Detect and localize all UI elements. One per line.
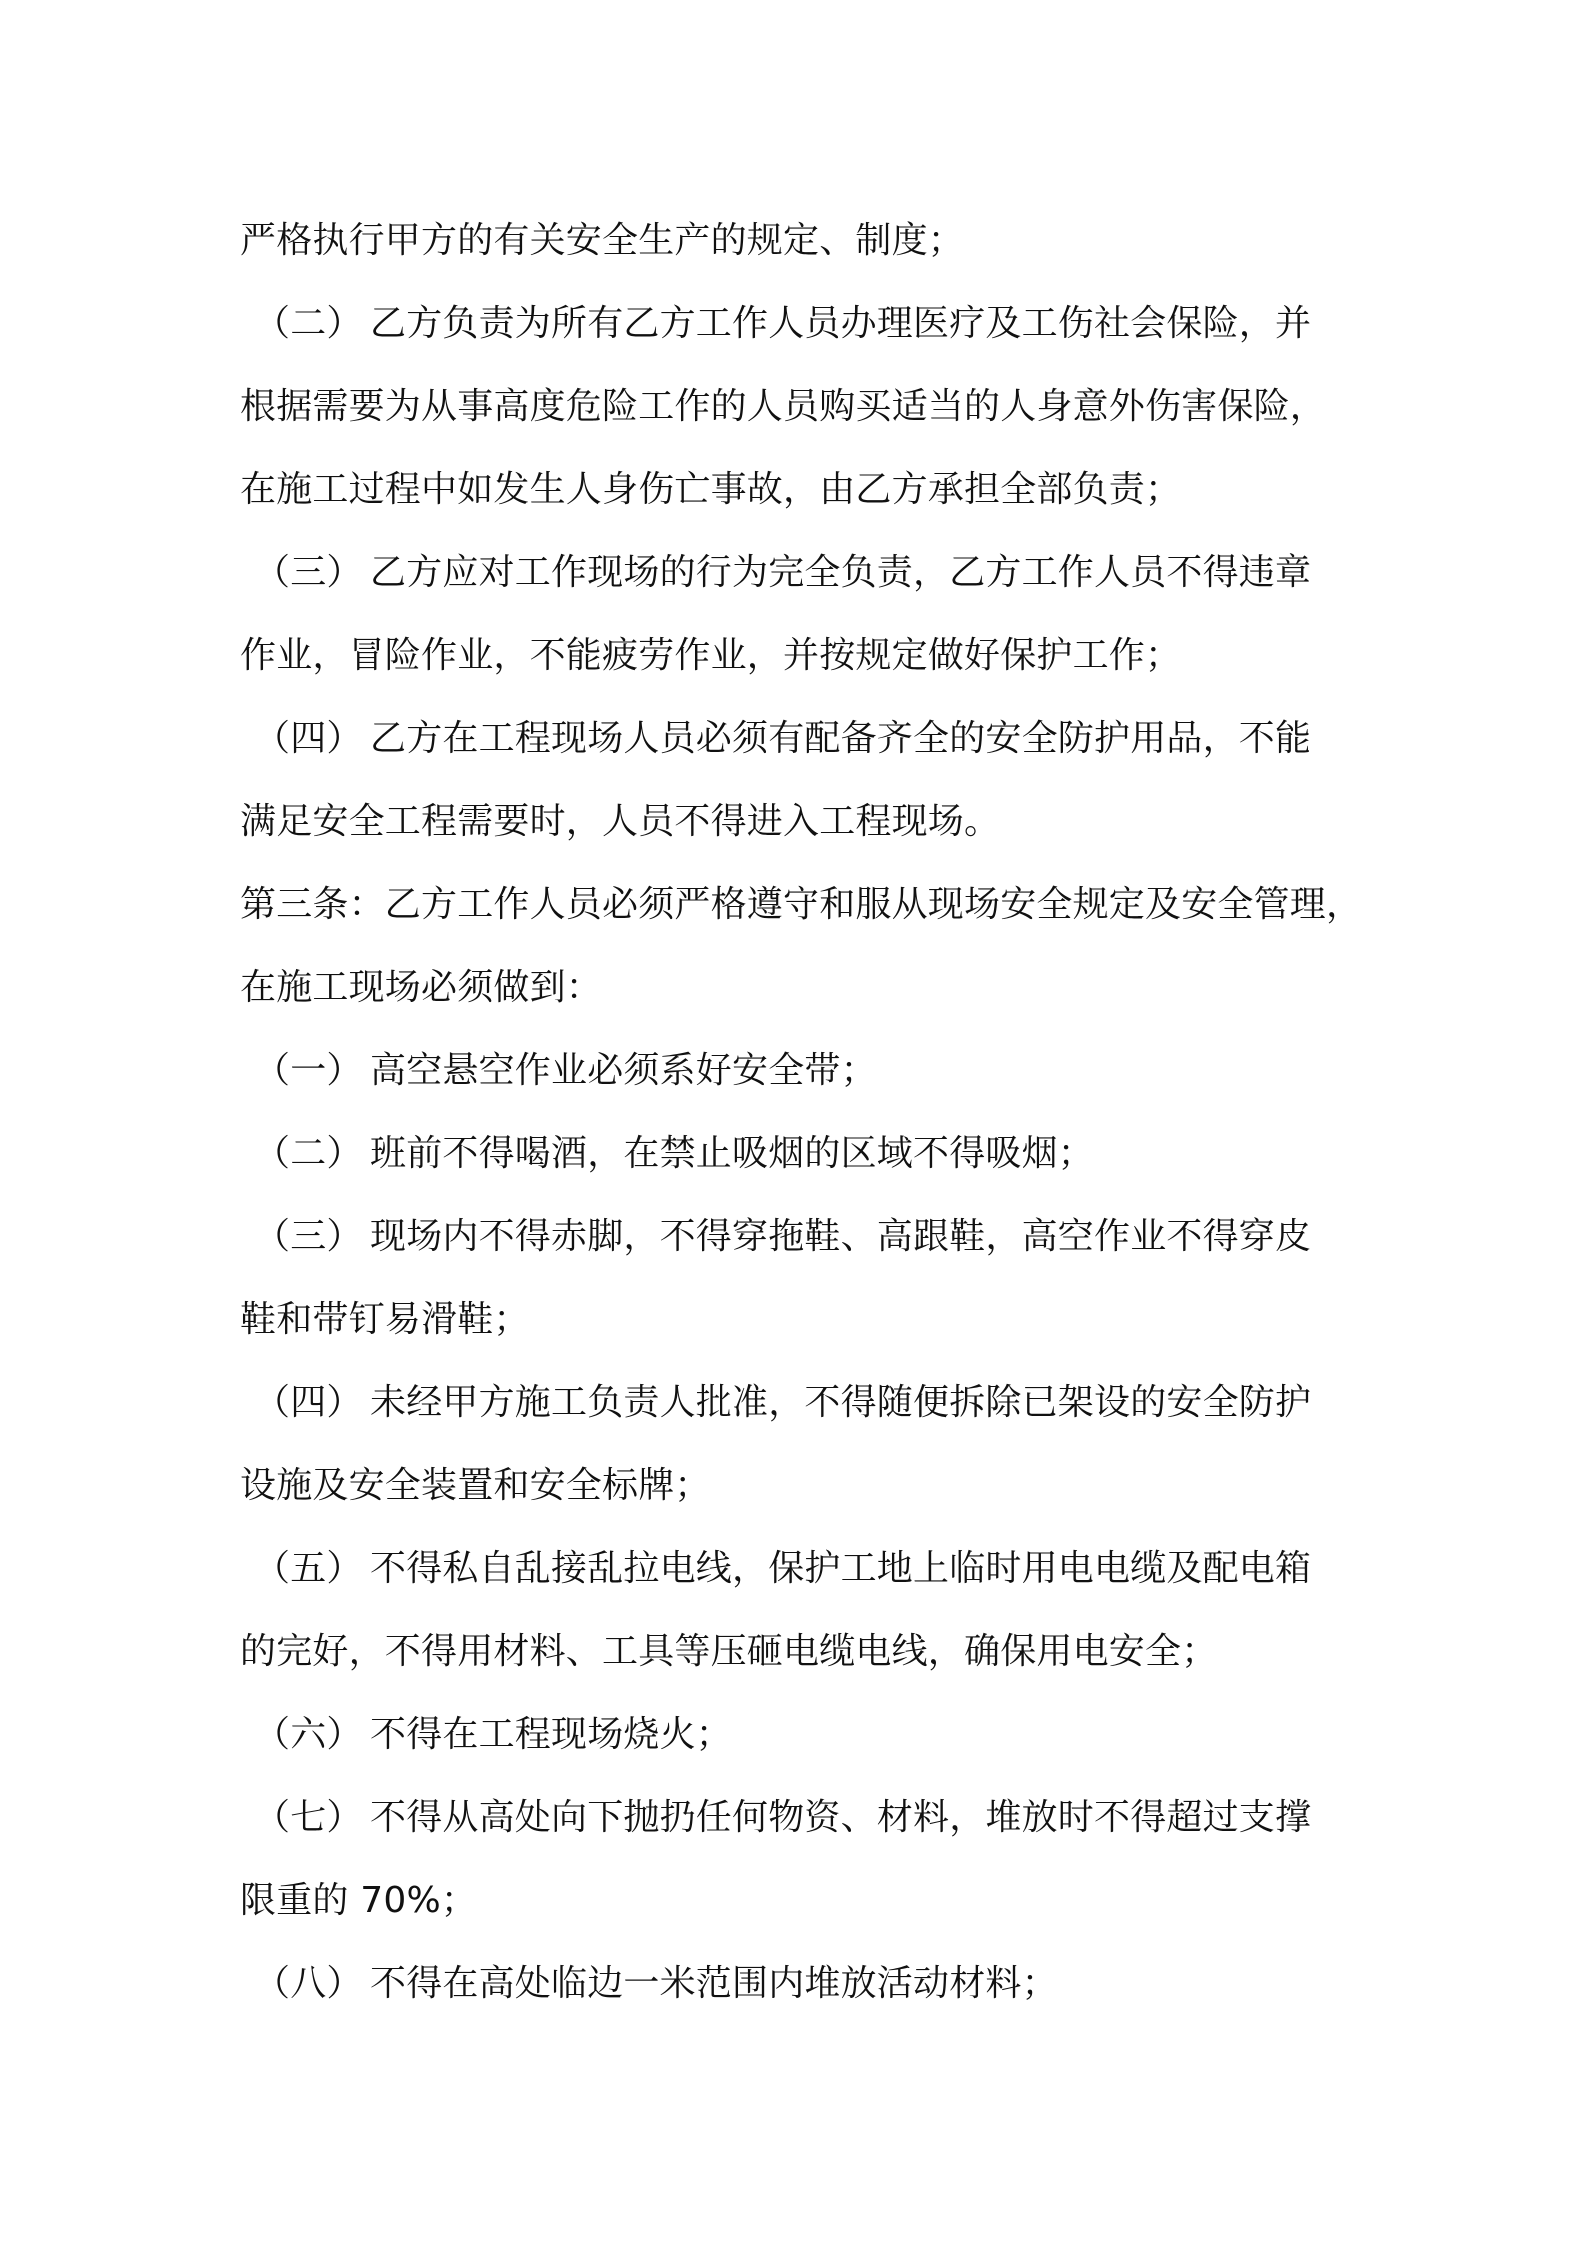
line-text: 根据需要为从事高度危险工作的人员购买适当的人身意外伤害保险， — [240, 386, 1327, 427]
clause-line — [240, 279, 1370, 362]
clause-text: 不得从高处向下抛扔任何物资、材料，堆放时不得超过支撑 — [370, 1797, 1312, 1838]
article-heading-line — [240, 860, 1370, 943]
line-text: 严格执行甲方的有关安全生产的规定、制度； — [240, 220, 965, 261]
clause-text: 乙方负责为所有乙方工作人员办理医疗及工伤社会保险，并 — [370, 303, 1312, 344]
line-text: 设施及安全装置和安全标牌； — [240, 1465, 711, 1506]
clause-text: 现场内不得赤脚，不得穿拖鞋、高跟鞋，高空作业不得穿皮 — [370, 1216, 1312, 1257]
clause-text: 不得私自乱接乱拉电线，保护工地上临时用电电缆及配电箱 — [370, 1548, 1312, 1589]
clause-text: 班前不得喝酒，在禁止吸烟的区域不得吸烟； — [370, 1133, 1095, 1174]
clause-number: （四） — [254, 1382, 363, 1423]
clause-number: （三） — [254, 552, 363, 593]
text-line — [240, 1441, 1370, 1524]
text-line — [240, 1275, 1370, 1358]
clause-number: （五） — [254, 1548, 363, 1589]
clause-number: （三） — [254, 1216, 363, 1257]
line-text: 鞋和带钉易滑鞋； — [240, 1299, 530, 1340]
clause-text: 不得在高处临边一米范围内堆放活动材料； — [370, 1963, 1058, 2004]
line-text: 在施工过程中如发生人身伤亡事故，由乙方承担全部负责； — [240, 469, 1182, 510]
clause-number: （八） — [254, 1963, 363, 2004]
line-text: 作业，冒险作业，不能疲劳作业，并按规定做好保护工作； — [240, 635, 1182, 676]
clause-line — [240, 1192, 1370, 1275]
clause-text: 高空悬空作业必须系好安全带； — [370, 1050, 877, 1091]
clause-text: 乙方在工程现场人员必须有配备齐全的安全防护用品，不能 — [370, 718, 1312, 759]
line-text: 限重的 70%； — [240, 1880, 478, 1921]
clause-number: （一） — [254, 1050, 363, 1091]
clause-text: 乙方应对工作现场的行为完全负责，乙方工作人员不得违章 — [370, 552, 1312, 593]
line-text: 的完好，不得用材料、工具等压砸电缆电线，确保用电安全； — [240, 1631, 1218, 1672]
text-line — [240, 1607, 1370, 1690]
clause-number: （七） — [254, 1797, 363, 1838]
clause-number: （六） — [254, 1714, 363, 1755]
text-line — [240, 943, 1370, 1026]
clause-text: 未经甲方施工负责人批准，不得随便拆除已架设的安全防护 — [370, 1382, 1312, 1423]
clause-line — [240, 1690, 1370, 1773]
text-line — [240, 362, 1370, 445]
clause-line — [240, 1109, 1370, 1192]
text-line — [240, 611, 1370, 694]
clause-line — [240, 1524, 1370, 1607]
clause-line — [240, 1773, 1370, 1856]
text-line — [240, 196, 1370, 279]
line-text: 满足安全工程需要时，人员不得进入工程现场。 — [240, 801, 1001, 842]
article-text: 第三条：乙方工作人员必须严格遵守和服从现场安全规定及安全管理， — [240, 884, 1363, 925]
text-line — [240, 445, 1370, 528]
text-line — [240, 1856, 1370, 1939]
text-line — [240, 777, 1370, 860]
clause-number: （四） — [254, 718, 363, 759]
clause-line — [240, 1358, 1370, 1441]
clause-text: 不得在工程现场烧火； — [370, 1714, 733, 1755]
clause-number: （二） — [254, 303, 363, 344]
clause-line — [240, 528, 1370, 611]
line-text: 在施工现场必须做到： — [240, 967, 603, 1008]
document-body — [240, 196, 1370, 2022]
clause-line — [240, 1939, 1370, 2022]
clause-line — [240, 694, 1370, 777]
clause-number: （二） — [254, 1133, 363, 1174]
clause-line — [240, 1026, 1370, 1109]
